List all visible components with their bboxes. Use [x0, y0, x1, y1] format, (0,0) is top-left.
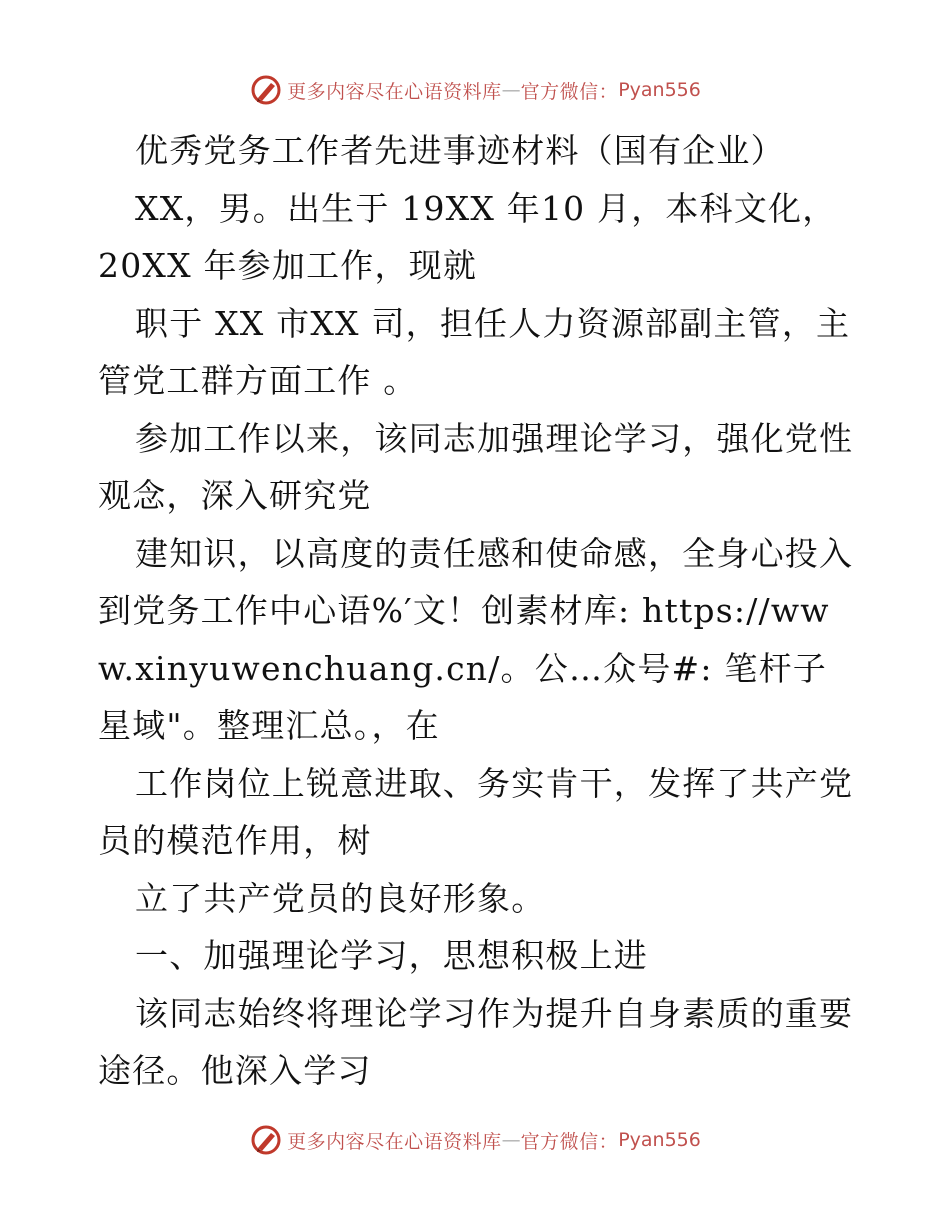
- paragraph: 该同志始终将理论学习作为提升自身素质的重要途径。他深入学习: [98, 993, 854, 1090]
- pen-logo-icon: [249, 73, 283, 107]
- paragraph: 参加工作以来，该同志加强理论学习，强化党性观念，深入研究党: [98, 418, 854, 515]
- paragraph: 工作岗位上锐意进取、务实肯干，发挥了共产党员的模范作用，树: [98, 763, 854, 860]
- banner-account: Pyan556: [618, 1129, 701, 1151]
- paragraph: 职于 XX 市XX 司，担任人力资源部副主管，主管党工群方面工作 。: [98, 303, 851, 400]
- header-banner: [0, 70, 950, 110]
- document-body: [98, 122, 858, 1100]
- section-heading: 一、加强理论学习，思想积极上进: [135, 936, 648, 975]
- banner-separator: —: [501, 1129, 521, 1151]
- paragraph: 建知识，以高度的责任感和使命感，全身心投入到党务工作中心语%′文！创素材库: https://www.xinyuwenchuang.cn/。公…众号#: 笔杆子星域"。整理汇总。，在: [98, 533, 854, 745]
- footer-banner: [0, 1120, 950, 1160]
- banner-account: Pyan556: [618, 79, 701, 101]
- paragraph: XX，男。出生于 19XX 年10 月，本科文化，20XX 年参加工作，现就: [98, 188, 837, 285]
- pen-logo-icon: [249, 1123, 283, 1157]
- document-title: 优秀党务工作者先进事迹材料（国有企业）: [135, 131, 785, 170]
- banner-channel-text: 官方微信：: [520, 1130, 619, 1153]
- paragraph: 立了共产党员的良好形象。: [135, 878, 546, 918]
- banner-channel-text: 官方微信：: [520, 80, 619, 103]
- banner-main-text: 更多内容尽在心语资料库: [287, 80, 502, 103]
- banner-separator: —: [501, 79, 521, 101]
- banner-main-text: 更多内容尽在心语资料库: [287, 1130, 502, 1153]
